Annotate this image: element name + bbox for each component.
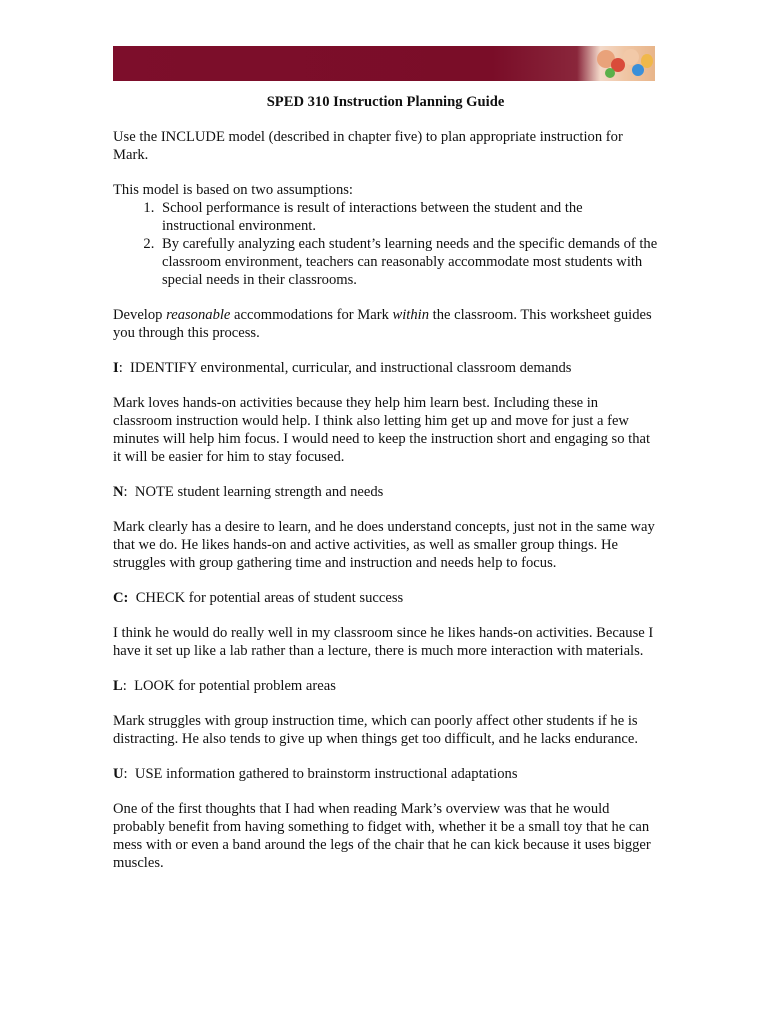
assumption-item: 2. By carefully analyzing each student’s learning needs and the specific demands of the classroom environment, teachers can reasonably accommodate most students with special needs in their classrooms.: [158, 235, 658, 289]
assumptions-list: [113, 199, 658, 289]
section-heading-use: [113, 765, 658, 783]
heading-separator: :: [123, 766, 135, 782]
section-letter: C:: [113, 590, 129, 606]
section-body-note: Mark clearly has a desire to learn, and he does understand concepts, just not in the same way that we do. He likes hands-on and active activities, as well as smaller group things. He struggles with group gathering time and instruction and needs help to focus.: [113, 519, 655, 571]
section-heading-look: [113, 677, 658, 695]
section-heading-text: LOOK for potential problem areas: [134, 678, 336, 694]
section-heading-text: CHECK for potential areas of student success: [135, 590, 404, 606]
section-body-identify: Mark loves hands-on activities because they help him learn best. Including these in classroom instruction would help. I think also letting him get up and move for just a few minutes will help him focus. I would need to keep the instruction short and engaging so that it will be easier for him to stay focused.: [113, 395, 651, 465]
section-heading-check: [113, 589, 658, 607]
section-heading-note: [113, 483, 658, 501]
develop-emphasis: within: [392, 307, 430, 323]
heading-separator: [128, 590, 135, 606]
section-body-check: I think he would do really well in my classroom since he likes hands-on activities. Because I have it set up like a lab rather than a lecture, there is much more interaction with materials.: [113, 625, 654, 659]
assumptions-intro: This model is based on two assumptions:: [113, 182, 353, 198]
heading-separator: :: [118, 360, 131, 376]
assumption-item: 1. School performance is result of interactions between the student and the instructional environment.: [158, 199, 658, 235]
develop-text: accommodations for Mark: [230, 307, 393, 323]
develop-text: the classroom. This worksheet guides you through this process.: [113, 307, 652, 341]
develop-text: Develop: [113, 307, 167, 323]
section-body-use: One of the first thoughts that I had when reading Mark’s overview was that he would probably benefit from having something to fidget with, whether it be a small toy that he can mess with or even a band around the legs of the chair that he can kick because it uses bigger muscles.: [113, 801, 651, 871]
intro-paragraph: Use the INCLUDE model (described in chapter five) to plan appropriate instruction for Mark.: [113, 129, 623, 163]
section-letter: U: [113, 766, 124, 782]
section-letter: L: [113, 678, 123, 694]
document-body: [113, 93, 658, 889]
section-letter: I: [113, 360, 119, 376]
section-heading-identify: [113, 359, 658, 377]
develop-paragraph: [113, 306, 658, 342]
document-title: SPED 310 Instruction Planning Guide: [266, 94, 505, 110]
develop-emphasis: reasonable: [166, 307, 231, 323]
section-heading-text: IDENTIFY environmental, curricular, and instructional classroom demands: [130, 360, 572, 376]
section-letter: N: [113, 484, 124, 500]
section-body-look: Mark struggles with group instruction time, which can poorly affect other students if he is distracting. He also tends to give up when things get too difficult, and he lacks endurance.: [113, 713, 638, 747]
section-heading-text: USE information gathered to brainstorm instructional adaptations: [134, 766, 518, 782]
heading-separator: :: [123, 484, 135, 500]
heading-separator: :: [122, 678, 135, 694]
section-heading-text: NOTE student learning strength and needs: [134, 484, 384, 500]
children-photo: [577, 46, 655, 81]
header-banner: [113, 46, 655, 81]
